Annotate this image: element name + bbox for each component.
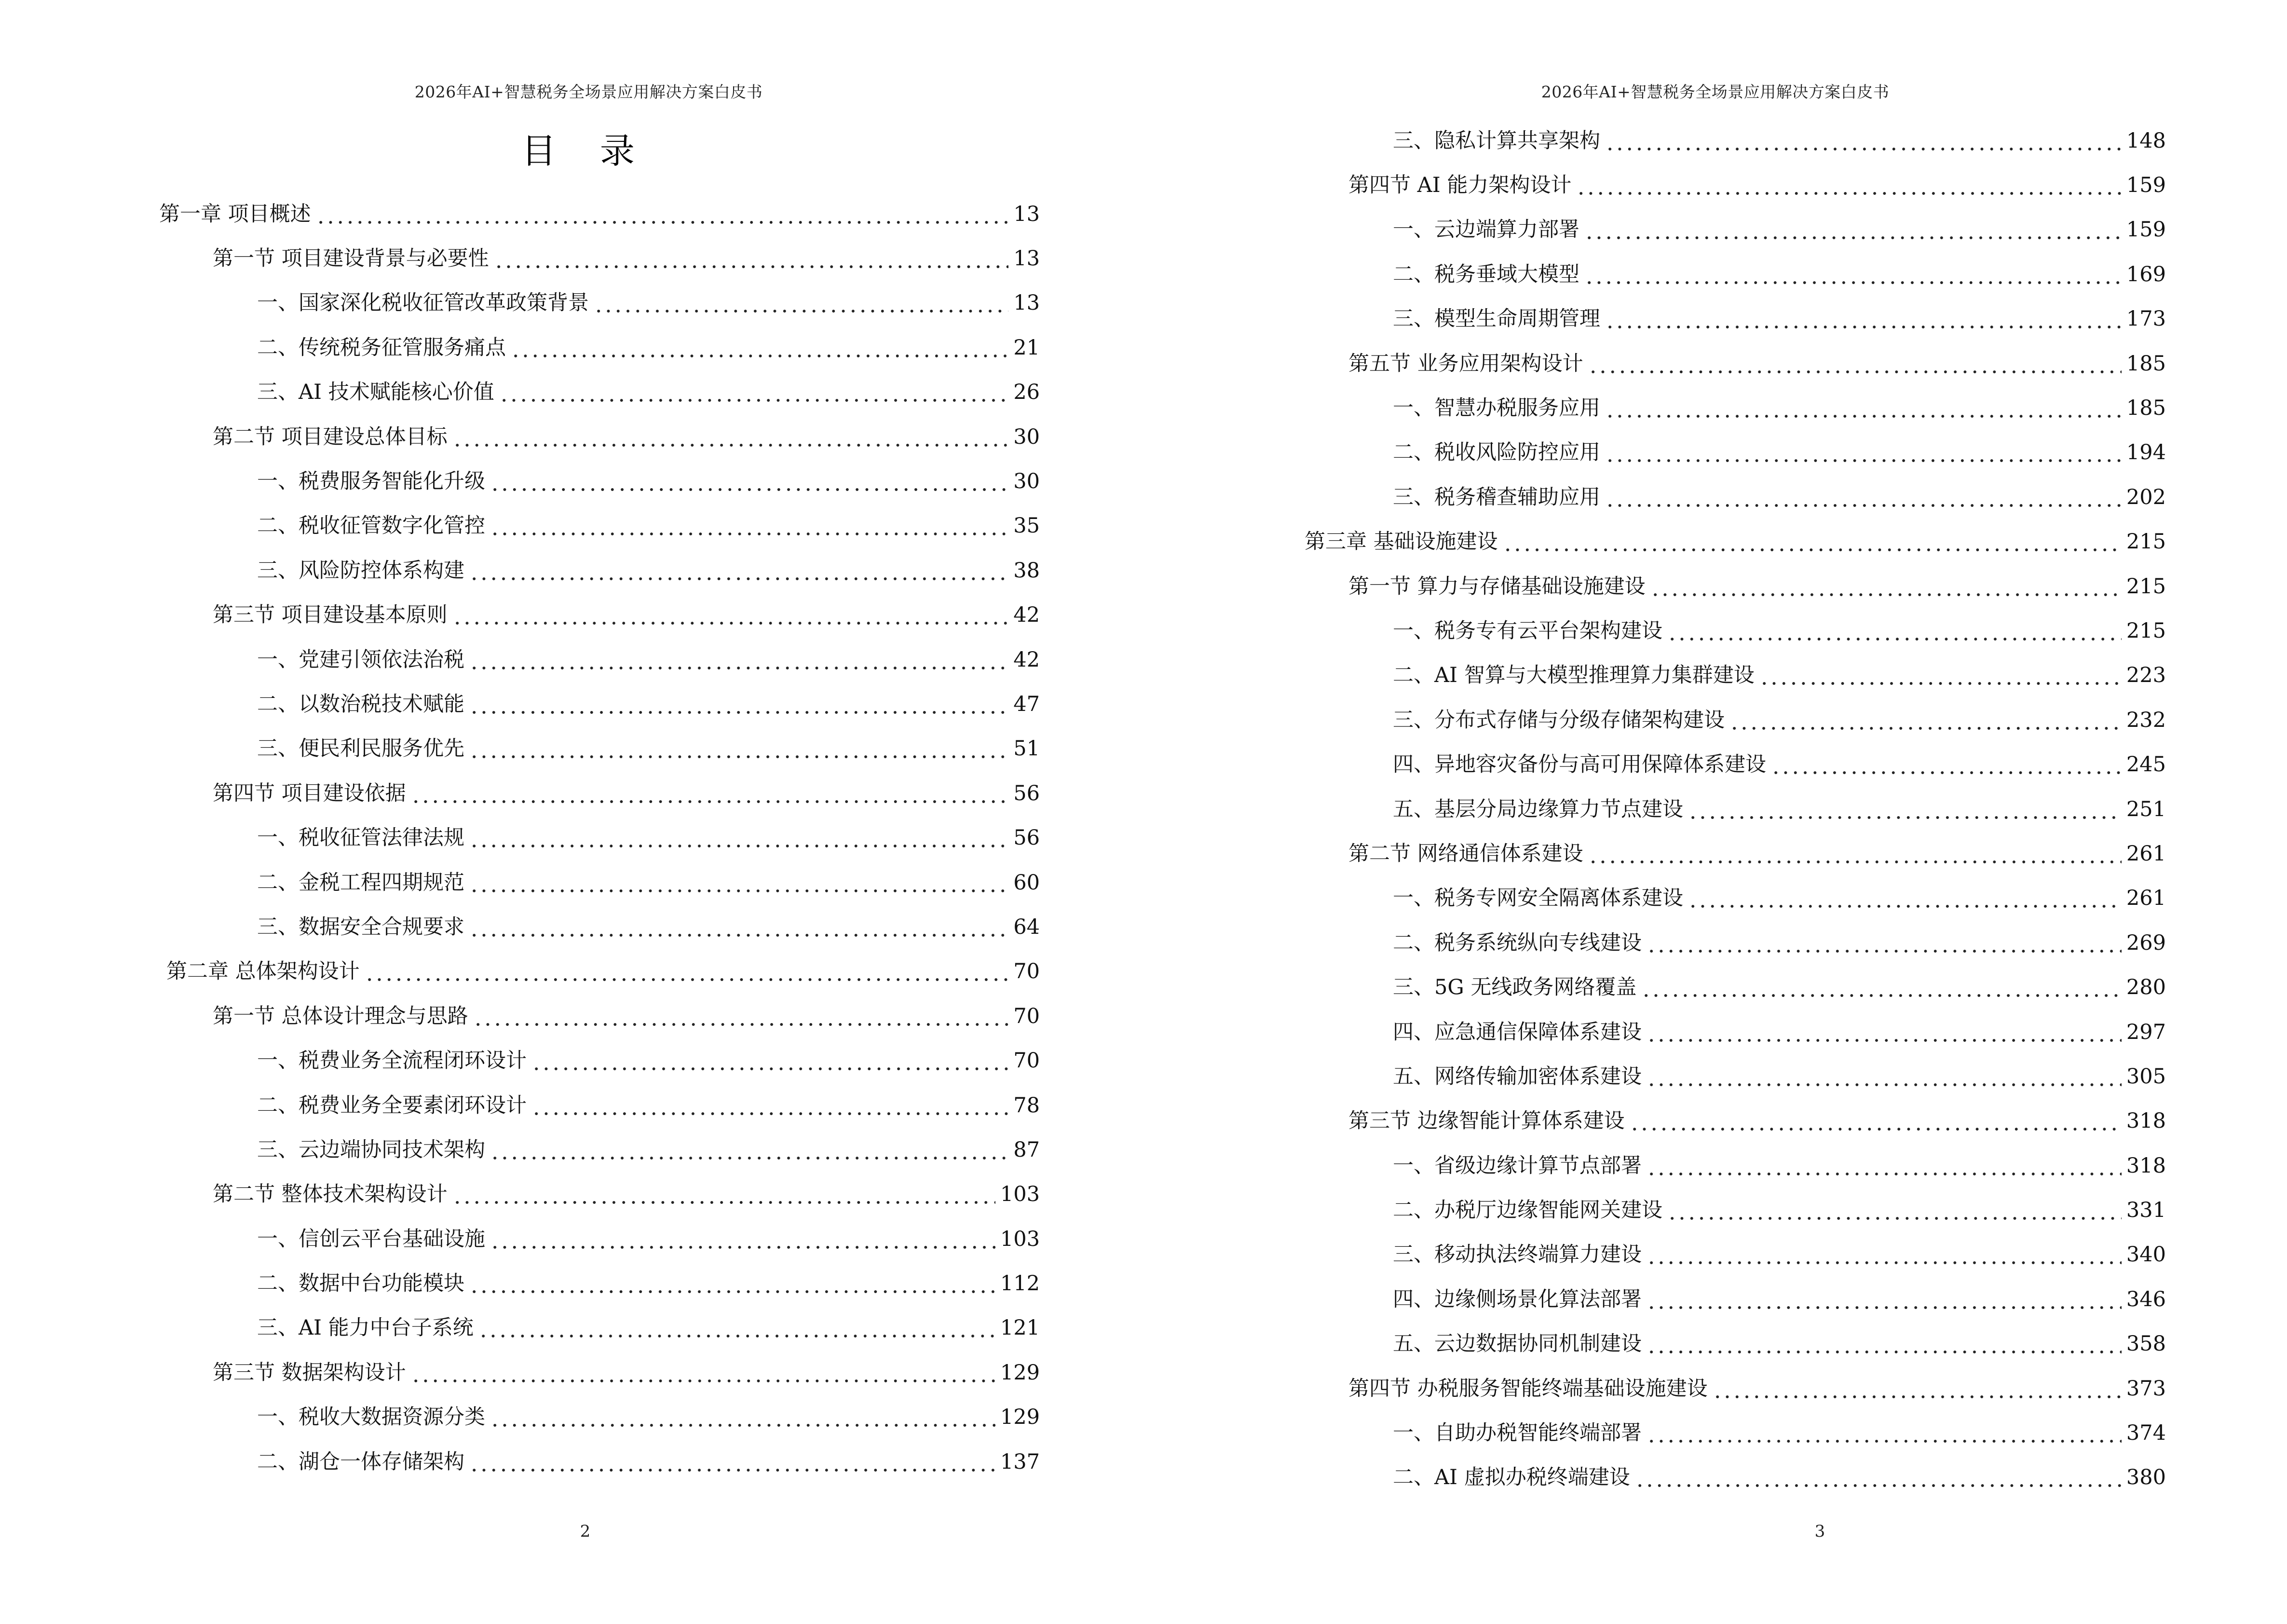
toc-entry-page-number: 21 (1008, 338, 1040, 358)
toc-entry-subsection[interactable] (0, 682, 1144, 726)
dot-leader (499, 383, 1009, 404)
dot-leader (531, 1052, 1008, 1073)
dot-leader (452, 1186, 995, 1206)
toc-entry-page-number: 318 (2122, 1156, 2166, 1176)
toc-entry-subsection[interactable] (0, 281, 1144, 326)
dot-leader (1771, 756, 2122, 777)
dot-leader (469, 918, 1008, 939)
toc-entry-label: 一、省级边缘计算节点部署 (1393, 1156, 1647, 1176)
toc-entry-page-number: 112 (995, 1273, 1040, 1294)
toc-entry-subsection[interactable] (1144, 1322, 2287, 1366)
toc-entry-subsection[interactable] (0, 1038, 1144, 1083)
toc-entry-subsection[interactable] (1144, 965, 2287, 1010)
toc-entry-label: 第四节 项目建设依据 (213, 783, 411, 804)
toc-entry-label: 三、云边端协同技术架构 (257, 1140, 490, 1160)
toc-entry-subsection[interactable] (1144, 1054, 2287, 1099)
dot-leader (452, 606, 1009, 627)
dot-leader (1605, 132, 2122, 153)
dot-leader (1667, 1201, 2122, 1222)
toc-entry-label: 三、便民利民服务优先 (257, 738, 469, 759)
dot-leader (1647, 1246, 2122, 1267)
toc-entry-label: 二、传统税务征管服务痛点 (257, 338, 511, 358)
toc-entry-subsection[interactable] (0, 1440, 1144, 1484)
toc-entry-subsection[interactable] (0, 1306, 1144, 1351)
toc-entry-page-number: 374 (2122, 1423, 2166, 1444)
dot-leader (1647, 1024, 2122, 1044)
toc-entry-label: 四、应急通信保障体系建设 (1393, 1022, 1647, 1043)
toc-entry-page-number: 373 (2122, 1378, 2166, 1399)
toc-entry-subsection[interactable] (1144, 787, 2287, 832)
toc-entry-page-number: 56 (1008, 783, 1040, 804)
toc-entry-label: 第一节 项目建设背景与必要性 (213, 248, 494, 269)
toc-entry-label: 第二节 网络通信体系建设 (1348, 844, 1588, 864)
toc-entry-page-number: 42 (1008, 650, 1040, 670)
toc-entry-label: 三、AI 技术赋能核心价值 (257, 382, 499, 403)
toc-entry-subsection[interactable] (1144, 297, 2287, 341)
toc-entry-label: 二、税收风险防控应用 (1393, 442, 1605, 463)
toc-entry-subsection[interactable] (0, 816, 1144, 860)
toc-entry-chapter[interactable] (1144, 520, 2287, 564)
toc-entry-page-number: 232 (2122, 710, 2166, 731)
dot-leader (1605, 399, 2122, 420)
toc-entry-label: 一、税费业务全流程闭环设计 (257, 1051, 531, 1071)
toc-entry-section[interactable] (0, 593, 1144, 638)
dot-leader (469, 562, 1008, 583)
toc-entry-section[interactable] (0, 415, 1144, 459)
dot-leader (1647, 1068, 2122, 1089)
toc-entry-page-number: 60 (1008, 873, 1040, 893)
toc-entry-label: 二、AI 虚拟办税终端建设 (1393, 1467, 1635, 1488)
toc-entry-subsection[interactable] (0, 1217, 1144, 1261)
toc-entry-page-number: 251 (2122, 799, 2166, 820)
toc-entry-page-number: 13 (1008, 293, 1040, 314)
toc-entry-page-number: 346 (2122, 1289, 2166, 1310)
toc-entry-page-number: 13 (1008, 248, 1040, 269)
dot-leader (1641, 979, 2122, 999)
toc-entry-page-number: 185 (2122, 354, 2166, 374)
toc-entry-page-number: 42 (1008, 605, 1040, 626)
toc-entry-page-number: 70 (1008, 961, 1040, 982)
toc-entry-page-number: 331 (2122, 1200, 2166, 1221)
toc-entry-label: 一、税费服务智能化升级 (257, 471, 490, 492)
toc-entry-page-number: 297 (2122, 1022, 2166, 1043)
dot-leader (469, 829, 1008, 850)
toc-entry-page-number: 202 (2122, 487, 2166, 508)
toc-entry-subsection[interactable] (0, 548, 1144, 593)
toc-entry-label: 五、网络传输加密体系建设 (1393, 1066, 1647, 1087)
toc-entry-label: 四、异地容灾备份与高可用保障体系建设 (1393, 754, 1771, 775)
toc-list (1144, 119, 2287, 1500)
toc-entry-page-number: 223 (2122, 665, 2166, 686)
toc-entry-page-number: 56 (1008, 828, 1040, 848)
dot-leader (1647, 1335, 2122, 1356)
toc-entry-label: 第二节 整体技术架构设计 (213, 1184, 452, 1205)
toc-entry-section[interactable] (1144, 832, 2287, 876)
dot-leader (469, 1453, 995, 1474)
dot-leader (1759, 667, 2122, 687)
right-page (1144, 0, 2287, 1624)
toc-entry-label: 二、金税工程四期规范 (257, 873, 469, 893)
toc-entry-label: 一、税收大数据资源分类 (257, 1407, 490, 1428)
toc-entry-page-number: 137 (995, 1452, 1040, 1473)
toc-entry-page-number: 70 (1008, 1006, 1040, 1027)
toc-entry-chapter[interactable] (0, 950, 1144, 994)
toc-entry-page-number: 78 (1008, 1095, 1040, 1116)
running-header: 2026年AI+智慧税务全场景应用解决方案白皮书 (1541, 82, 1890, 101)
toc-entry-page-number: 51 (1008, 738, 1040, 759)
dot-leader (1650, 578, 2122, 599)
toc-entry-page-number: 148 (2122, 131, 2166, 151)
toc-entry-label: 一、智慧办税服务应用 (1393, 398, 1605, 419)
toc-entry-label: 第一节 总体设计理念与思路 (213, 1006, 473, 1027)
toc-entry-subsection[interactable] (0, 1395, 1144, 1440)
toc-entry-page-number: 47 (1008, 694, 1040, 715)
toc-title: 目 录 (521, 131, 651, 171)
toc-entry-page-number: 64 (1008, 917, 1040, 938)
dot-leader (1647, 934, 2122, 955)
toc-entry-subsection[interactable] (1144, 1188, 2287, 1232)
toc-entry-label: 二、AI 智算与大模型推理算力集群建设 (1393, 665, 1759, 686)
dot-leader (469, 740, 1008, 761)
toc-entry-label: 五、云边数据协同机制建设 (1393, 1334, 1647, 1354)
toc-entry-page-number: 194 (2122, 442, 2166, 463)
toc-entry-section[interactable] (1144, 341, 2287, 386)
toc-entry-subsection[interactable] (1144, 1144, 2287, 1188)
toc-entry-page-number: 129 (995, 1407, 1040, 1428)
toc-entry-page-number: 26 (1008, 382, 1040, 403)
toc-entry-subsection[interactable] (0, 1083, 1144, 1128)
toc-entry-label: 第三节 项目建设基本原则 (213, 605, 452, 626)
toc-entry-label: 第四节 AI 能力架构设计 (1348, 175, 1576, 196)
dot-leader (490, 517, 1008, 538)
dot-leader (1647, 1424, 2122, 1445)
toc-entry-subsection[interactable] (1144, 609, 2287, 653)
dot-leader (1605, 310, 2122, 331)
toc-entry-subsection[interactable] (0, 459, 1144, 504)
toc-entry-page-number: 103 (995, 1184, 1040, 1205)
toc-entry-label: 第四节 办税服务智能终端基础设施建设 (1348, 1378, 1713, 1399)
toc-entry-label: 二、湖仓一体存储架构 (257, 1452, 469, 1473)
dot-leader (594, 294, 1008, 315)
toc-entry-subsection[interactable] (1144, 1411, 2287, 1455)
dot-leader (490, 1141, 1008, 1162)
toc-entry-page-number: 215 (2122, 621, 2166, 641)
dot-leader (365, 963, 1009, 983)
dot-leader (1635, 1469, 2122, 1489)
toc-entry-label: 第五节 业务应用架构设计 (1348, 354, 1588, 374)
dot-leader (478, 1319, 995, 1340)
toc-entry-subsection[interactable] (0, 370, 1144, 415)
toc-entry-subsection[interactable] (1144, 1233, 2287, 1277)
toc-entry-chapter[interactable] (0, 192, 1144, 236)
toc-entry-page-number: 261 (2122, 888, 2166, 909)
toc-entry-subsection[interactable] (0, 905, 1144, 949)
dot-leader (469, 874, 1008, 895)
dot-leader (411, 1364, 995, 1385)
toc-entry-label: 二、税收征管数字化管控 (257, 516, 490, 536)
dot-leader (469, 651, 1008, 672)
toc-entry-label: 三、税务稽查辅助应用 (1393, 487, 1605, 508)
dot-leader (1503, 533, 2122, 554)
toc-entry-page-number: 318 (2122, 1111, 2166, 1132)
toc-entry-page-number: 30 (1008, 427, 1040, 448)
toc-entry-label: 二、办税厅边缘智能网关建设 (1393, 1200, 1667, 1221)
toc-entry-page-number: 280 (2122, 977, 2166, 998)
dot-leader (473, 1008, 1009, 1028)
dot-leader (1584, 221, 2122, 242)
toc-entry-label: 一、税收征管法律法规 (257, 828, 469, 848)
toc-entry-page-number: 159 (2122, 175, 2166, 196)
toc-entry-subsection[interactable] (0, 727, 1144, 771)
dot-leader (531, 1097, 1008, 1118)
toc-entry-section[interactable] (0, 236, 1144, 281)
dot-leader (316, 205, 1009, 226)
dot-leader (1688, 801, 2122, 821)
toc-entry-subsection[interactable] (1144, 654, 2287, 698)
toc-entry-label: 一、国家深化税收征管改革政策背景 (257, 293, 594, 314)
dot-leader (1576, 177, 2122, 197)
toc-entry-section[interactable] (1144, 163, 2287, 207)
toc-entry-page-number: 185 (2122, 398, 2166, 419)
toc-entry-subsection[interactable] (1144, 1456, 2287, 1500)
dot-leader (1647, 1291, 2122, 1311)
dot-leader (1713, 1380, 2122, 1401)
toc-entry-label: 第三节 数据架构设计 (213, 1363, 411, 1383)
toc-entry-label: 一、税务专网安全隔离体系建设 (1393, 888, 1688, 909)
running-header: 2026年AI+智慧税务全场景应用解决方案白皮书 (414, 82, 763, 101)
toc-entry-section[interactable] (1144, 1099, 2287, 1144)
toc-entry-label: 第一节 算力与存储基础设施建设 (1348, 576, 1650, 597)
toc-entry-label: 三、移动执法终端算力建设 (1393, 1244, 1647, 1265)
toc-entry-label: 三、模型生命周期管理 (1393, 309, 1605, 329)
toc-entry-label: 第一章 项目概述 (159, 204, 316, 225)
toc-entry-page-number: 245 (2122, 754, 2166, 775)
toc-entry-label: 第三节 边缘智能计算体系建设 (1348, 1111, 1630, 1132)
toc-entry-section[interactable] (1144, 1366, 2287, 1411)
toc-entry-subsection[interactable] (1144, 386, 2287, 430)
page-number (0, 1522, 1144, 1541)
page-number (1144, 1522, 2287, 1541)
toc-list (0, 192, 1144, 1484)
toc-entry-label: 二、税务系统纵向专线建设 (1393, 933, 1647, 954)
toc-entry-page-number: 215 (2122, 532, 2166, 552)
toc-entry-page-number: 358 (2122, 1334, 2166, 1354)
toc-entry-label: 第二章 总体架构设计 (166, 961, 365, 982)
toc-entry-label: 一、云边端算力部署 (1393, 219, 1584, 240)
toc-entry-section[interactable] (0, 1351, 1144, 1395)
toc-entry-label: 二、税费业务全要素闭环设计 (257, 1095, 531, 1116)
toc-entry-section[interactable] (1144, 564, 2287, 609)
toc-entry-subsection[interactable] (0, 504, 1144, 548)
toc-entry-subsection[interactable] (1144, 742, 2287, 787)
toc-entry-label: 第二节 项目建设总体目标 (213, 427, 452, 448)
toc-entry-label: 三、风险防控体系构建 (257, 560, 469, 581)
toc-entry-page-number: 38 (1008, 560, 1040, 581)
toc-entry-page-number: 169 (2122, 264, 2166, 285)
dot-leader (1729, 711, 2122, 732)
dot-leader (1605, 489, 2122, 509)
toc-entry-page-number: 70 (1008, 1051, 1040, 1071)
toc-entry-page-number: 87 (1008, 1140, 1040, 1160)
toc-entry-page-number: 173 (2122, 309, 2166, 329)
toc-entry-page-number: 340 (2122, 1244, 2166, 1265)
toc-entry-page-number: 159 (2122, 219, 2166, 240)
toc-entry-subsection[interactable] (1144, 119, 2287, 163)
dot-leader (1588, 845, 2122, 866)
toc-entry-label: 第三章 基础设施建设 (1305, 532, 1503, 552)
page-number-text: 3 (1814, 1522, 1825, 1541)
dot-leader (511, 339, 1008, 360)
toc-entry-label: 三、隐私计算共享架构 (1393, 131, 1605, 151)
dot-leader (490, 1408, 995, 1429)
toc-entry-section[interactable] (0, 1173, 1144, 1217)
dot-leader (469, 1275, 995, 1296)
toc-entry-subsection[interactable] (0, 1128, 1144, 1172)
toc-entry-page-number: 30 (1008, 471, 1040, 492)
dot-leader (1647, 1157, 2122, 1178)
toc-entry-subsection[interactable] (1144, 475, 2287, 519)
dot-leader (469, 696, 1008, 716)
toc-entry-subsection[interactable] (0, 860, 1144, 905)
toc-entry-page-number: 121 (995, 1318, 1040, 1338)
toc-entry-label: 四、边缘侧场景化算法部署 (1393, 1289, 1647, 1310)
toc-entry-subsection[interactable] (1144, 1277, 2287, 1322)
dot-leader (490, 473, 1008, 493)
dot-leader (490, 1230, 995, 1251)
toc-entry-section[interactable] (0, 771, 1144, 816)
toc-entry-subsection[interactable] (1144, 208, 2287, 252)
toc-entry-subsection[interactable] (1144, 698, 2287, 742)
dot-leader (452, 428, 1009, 449)
toc-entry-label: 三、5G 无线政务网络覆盖 (1393, 977, 1641, 998)
toc-entry-subsection[interactable] (1144, 876, 2287, 921)
toc-entry-label: 五、基层分局边缘算力节点建设 (1393, 799, 1688, 820)
toc-entry-label: 一、自助办税智能终端部署 (1393, 1423, 1647, 1444)
toc-entry-label: 二、数据中台功能模块 (257, 1273, 469, 1294)
toc-entry-subsection[interactable] (0, 326, 1144, 370)
toc-entry-subsection[interactable] (1144, 252, 2287, 297)
dot-leader (1667, 622, 2122, 643)
toc-entry-label: 三、分布式存储与分级存储架构建设 (1393, 710, 1729, 731)
dot-leader (1605, 444, 2122, 464)
dot-leader (1588, 355, 2122, 376)
dot-leader (1688, 889, 2122, 910)
page-number-text: 2 (580, 1522, 591, 1541)
toc-entry-subsection[interactable] (0, 1261, 1144, 1306)
dot-leader (411, 785, 1009, 805)
toc-entry-page-number: 269 (2122, 933, 2166, 954)
toc-entry-label: 一、税务专有云平台架构建设 (1393, 621, 1667, 641)
toc-entry-label: 三、AI 能力中台子系统 (257, 1318, 478, 1338)
toc-entry-page-number: 261 (2122, 844, 2166, 864)
toc-entry-subsection[interactable] (1144, 921, 2287, 965)
toc-entry-subsection[interactable] (1144, 431, 2287, 475)
toc-entry-label: 三、数据安全合规要求 (257, 917, 469, 938)
dot-leader (494, 250, 1009, 271)
toc-entry-page-number: 305 (2122, 1066, 2166, 1087)
toc-entry-page-number: 103 (995, 1229, 1040, 1250)
toc-entry-label: 一、信创云平台基础设施 (257, 1229, 490, 1250)
dot-leader (1630, 1112, 2122, 1133)
toc-entry-label: 一、党建引领依法治税 (257, 650, 469, 670)
toc-entry-label: 二、以数治税技术赋能 (257, 694, 469, 715)
dot-leader (1584, 266, 2122, 287)
toc-entry-page-number: 380 (2122, 1467, 2166, 1488)
toc-entry-label: 二、税务垂域大模型 (1393, 264, 1584, 285)
toc-entry-subsection[interactable] (0, 638, 1144, 682)
toc-entry-subsection[interactable] (1144, 1010, 2287, 1054)
toc-entry-page-number: 129 (995, 1363, 1040, 1383)
toc-entry-section[interactable] (0, 994, 1144, 1038)
toc-entry-page-number: 215 (2122, 576, 2166, 597)
toc-entry-page-number: 35 (1008, 516, 1040, 536)
toc-entry-page-number: 13 (1008, 204, 1040, 225)
